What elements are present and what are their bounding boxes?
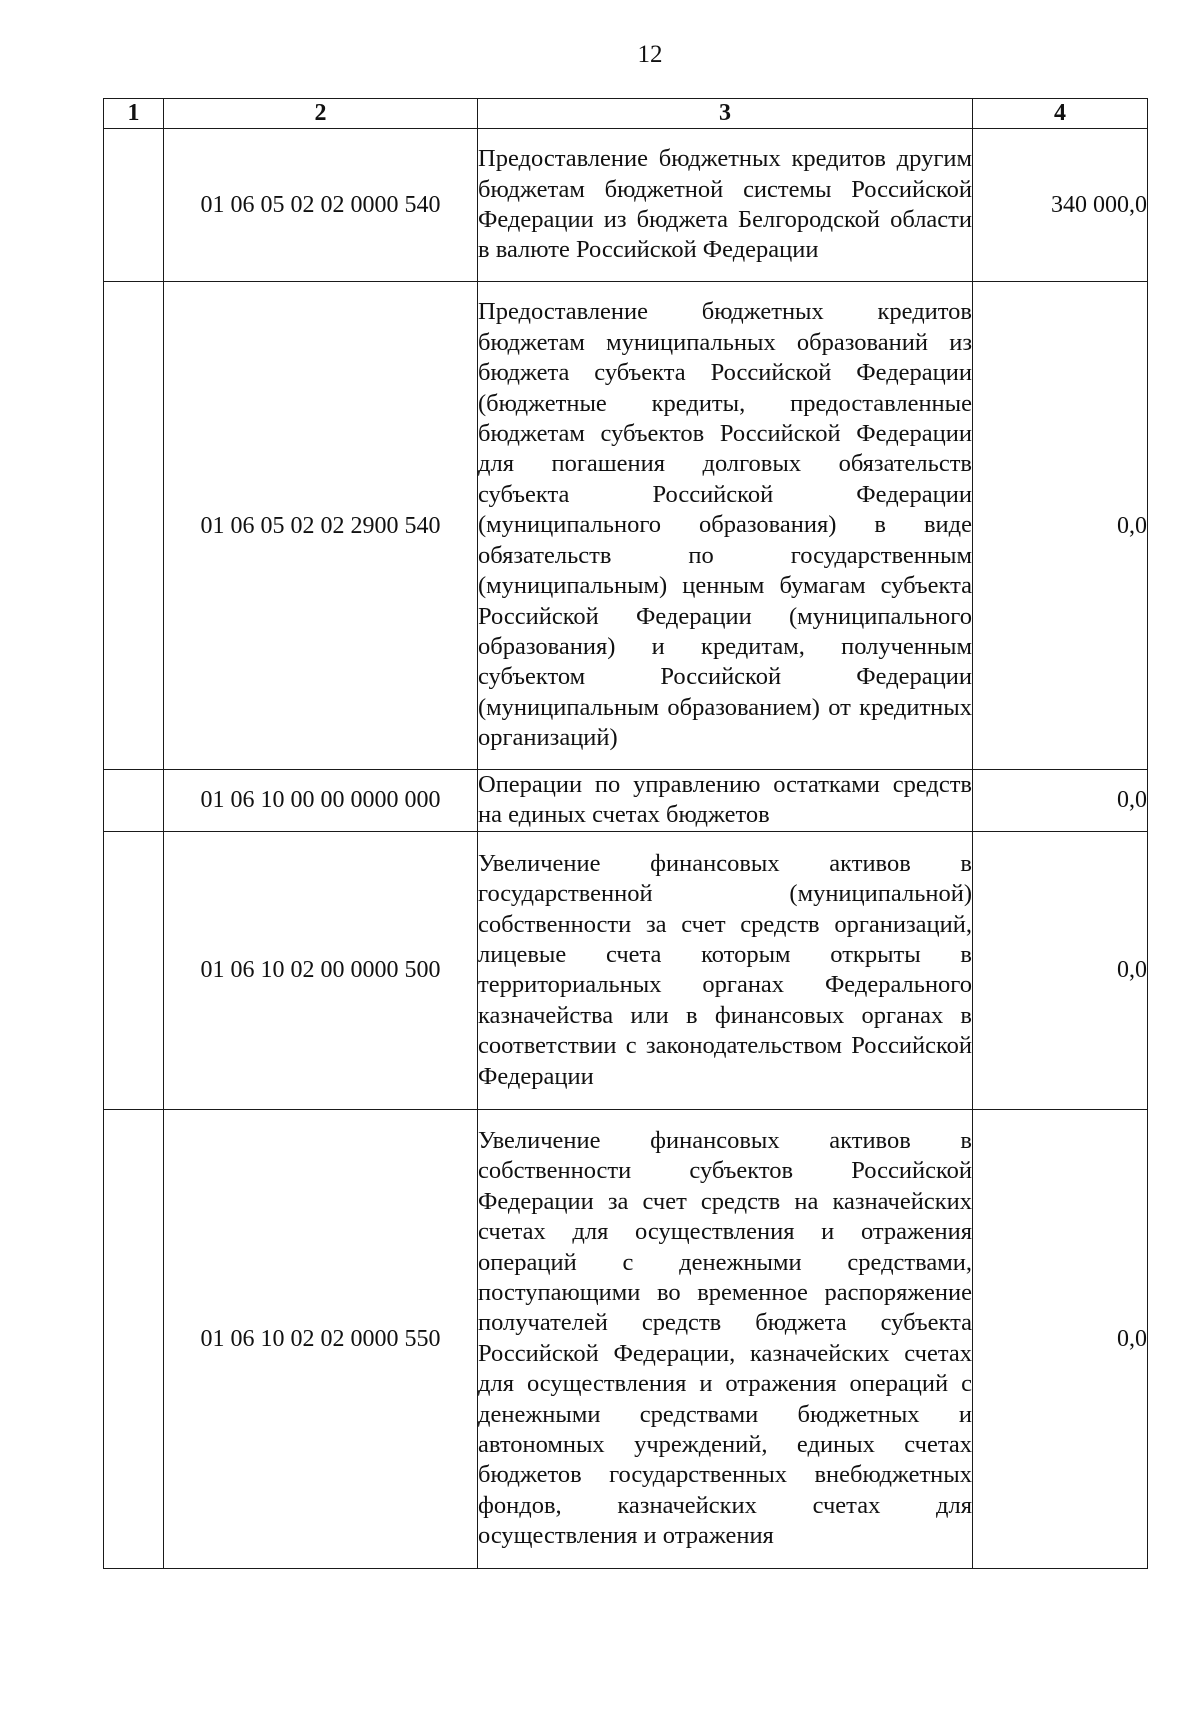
table-row xyxy=(104,831,1148,1109)
description-cell xyxy=(478,770,973,832)
description-text: Увеличение финансовых активов в собственности субъектов Российской Федерации за счет средств на казначейских счетах для осуществления и отражения операций с денежными средствами, поступающими во временное распоряжение получателей средств бюджета субъекта Российской Федерации, казначейских счетах для осуществления и отражения операций с денежными средствами бюджетных и автономных учреждений, единых счетах бюджетов государственных внебюджетных фондов, казначейских счетах для осуществления и отражения xyxy=(478,1126,972,1550)
row-number-cell xyxy=(104,770,164,832)
page-number: 12 xyxy=(637,41,663,68)
table-row xyxy=(104,1109,1148,1568)
description-cell xyxy=(478,282,973,770)
description-text: Предоставление бюджетных кредитов бюджетам муниципальных образований из бюджета субъекта Российской Федерации (бюджетные кредиты, предоставленные бюджетам субъектов Российской Федерации для погашения долговых обязательств субъекта Российской Федерации (муниципального образования) в виде обязательств по государственным (муниципальным) ценным бумагам субъекта Российской Федерации (муниципального образования) и кредитам, полученным субъектом Российской Федерации (муниципальным образованием) от кредитных организаций) xyxy=(478,298,972,752)
column-header-4: 4 xyxy=(973,99,1148,129)
description-cell xyxy=(478,1109,973,1568)
budget-code-cell: 01 06 05 02 02 2900 540 xyxy=(164,282,478,770)
table-row xyxy=(104,129,1148,282)
table-header-row xyxy=(104,99,1148,129)
amount-cell: 0,0 xyxy=(973,282,1148,770)
table-row xyxy=(104,282,1148,770)
row-number-cell xyxy=(104,831,164,1109)
row-number-cell xyxy=(104,282,164,770)
row-number-cell xyxy=(104,129,164,282)
amount-cell: 340 000,0 xyxy=(973,129,1148,282)
column-header-3: 3 xyxy=(478,99,973,129)
budget-code-cell: 01 06 10 02 02 0000 550 xyxy=(164,1109,478,1568)
amount-cell: 0,0 xyxy=(973,1109,1148,1568)
budget-code-cell: 01 06 05 02 02 0000 540 xyxy=(164,129,478,282)
budget-code-cell: 01 06 10 02 00 0000 500 xyxy=(164,831,478,1109)
table-row xyxy=(104,770,1148,832)
column-header-1: 1 xyxy=(104,99,164,129)
column-header-2: 2 xyxy=(164,99,478,129)
description-text: Операции по управлению остатками средств на единых счетах бюджетов xyxy=(478,771,972,829)
description-cell xyxy=(478,129,973,282)
budget-code-cell: 01 06 10 00 00 0000 000 xyxy=(164,770,478,832)
description-text: Предоставление бюджетных кредитов другим бюджетам бюджетной системы Российской Федерации из бюджета Белгородской области в валюте Российской Федерации xyxy=(478,145,972,264)
amount-cell: 0,0 xyxy=(973,831,1148,1109)
amount-cell: 0,0 xyxy=(973,770,1148,832)
description-text: Увеличение финансовых активов в государственной (муниципальной) собственности за счет средств организаций, лицевые счета которым открыты в территориальных органах Федерального казначейства или в финансовых органах в соответствии с законодательством Российской Федерации xyxy=(478,849,972,1090)
budget-sources-table xyxy=(103,98,1148,1569)
description-cell xyxy=(478,831,973,1109)
row-number-cell xyxy=(104,1109,164,1568)
